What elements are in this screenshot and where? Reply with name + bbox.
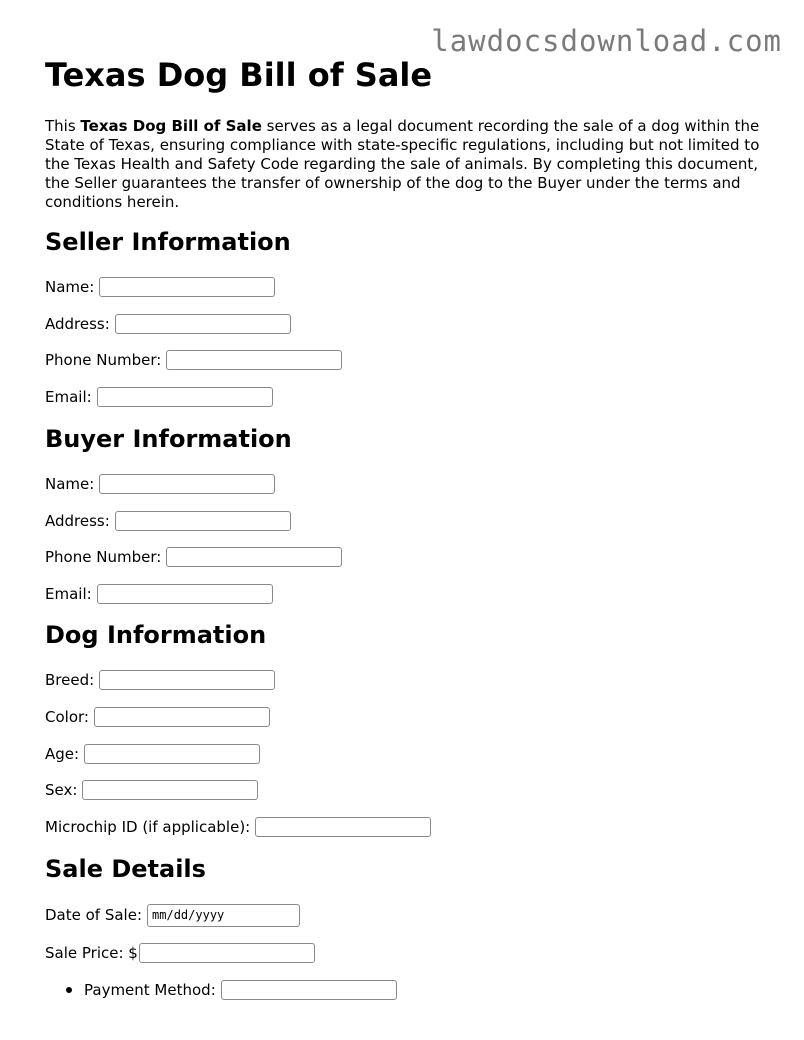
buyer-address-row (45, 510, 291, 532)
seller-phone-row (45, 349, 342, 371)
dog-breed-label: Breed: (45, 671, 95, 689)
buyer-phone-row (45, 546, 342, 568)
buyer-name-row (45, 473, 275, 495)
intro-bold: Texas Dog Bill of Sale (80, 117, 262, 135)
dog-microchip-label: Microchip ID (if applicable): (45, 818, 251, 836)
dog-heading: Dog Information (45, 621, 267, 649)
seller-address-label: Address: (45, 315, 110, 333)
payment-method-row (45, 979, 397, 1001)
seller-phone-input[interactable] (166, 350, 342, 370)
sale-date-label: Date of Sale: (45, 906, 143, 924)
dog-breed-input[interactable] (99, 670, 275, 690)
buyer-phone-input[interactable] (166, 547, 342, 567)
dog-color-input[interactable] (94, 707, 270, 727)
watermark-text: lawdocsdownload.com (431, 24, 782, 58)
intro-paragraph (45, 117, 767, 212)
seller-phone-label: Phone Number: (45, 351, 162, 369)
buyer-heading: Buyer Information (45, 425, 292, 453)
sale-date-input[interactable] (147, 904, 300, 927)
dog-microchip-input[interactable] (255, 817, 431, 837)
dog-age-input[interactable] (84, 744, 260, 764)
dog-microchip-row (45, 816, 431, 838)
sale-price-row (45, 942, 315, 964)
dog-age-row (45, 743, 260, 765)
seller-name-label: Name: (45, 278, 95, 296)
buyer-address-input[interactable] (115, 511, 291, 531)
seller-name-input[interactable] (99, 277, 275, 297)
buyer-name-input[interactable] (99, 474, 275, 494)
sale-heading: Sale Details (45, 855, 206, 883)
intro-suffix: serves as a legal document recording the sale of a dog within the State of Texas, ensuring compliance with state-specific regulations, including but not limited to the Texas Health and Safety Code regarding the sale of animals. By completing this document, the Seller guarantees the transfer of ownership of the dog to the Buyer under the terms and conditions herein. (45, 117, 760, 211)
dog-age-label: Age: (45, 745, 80, 763)
buyer-name-label: Name: (45, 475, 95, 493)
dog-sex-label: Sex: (45, 781, 78, 799)
seller-address-row (45, 313, 291, 335)
seller-address-input[interactable] (115, 314, 291, 334)
payment-method-label: Payment Method: (84, 981, 216, 999)
buyer-email-label: Email: (45, 585, 92, 603)
seller-heading: Seller Information (45, 228, 291, 256)
list-bullet (66, 987, 72, 993)
intro-prefix: This (45, 117, 81, 135)
dog-sex-row (45, 779, 258, 801)
seller-email-row (45, 386, 273, 408)
buyer-phone-label: Phone Number: (45, 548, 162, 566)
buyer-email-input[interactable] (97, 584, 273, 604)
seller-email-label: Email: (45, 388, 92, 406)
sale-date-row (45, 904, 300, 926)
buyer-email-row (45, 583, 273, 605)
dog-sex-input[interactable] (82, 780, 258, 800)
dog-color-label: Color: (45, 708, 89, 726)
seller-email-input[interactable] (97, 387, 273, 407)
sale-price-label: Sale Price: $ (45, 944, 138, 962)
buyer-address-label: Address: (45, 512, 110, 530)
dog-color-row (45, 706, 270, 728)
dog-breed-row (45, 669, 275, 691)
payment-method-input[interactable] (221, 980, 397, 1000)
sale-price-input[interactable] (139, 943, 315, 963)
seller-name-row (45, 276, 275, 298)
page-title: Texas Dog Bill of Sale (45, 56, 433, 94)
